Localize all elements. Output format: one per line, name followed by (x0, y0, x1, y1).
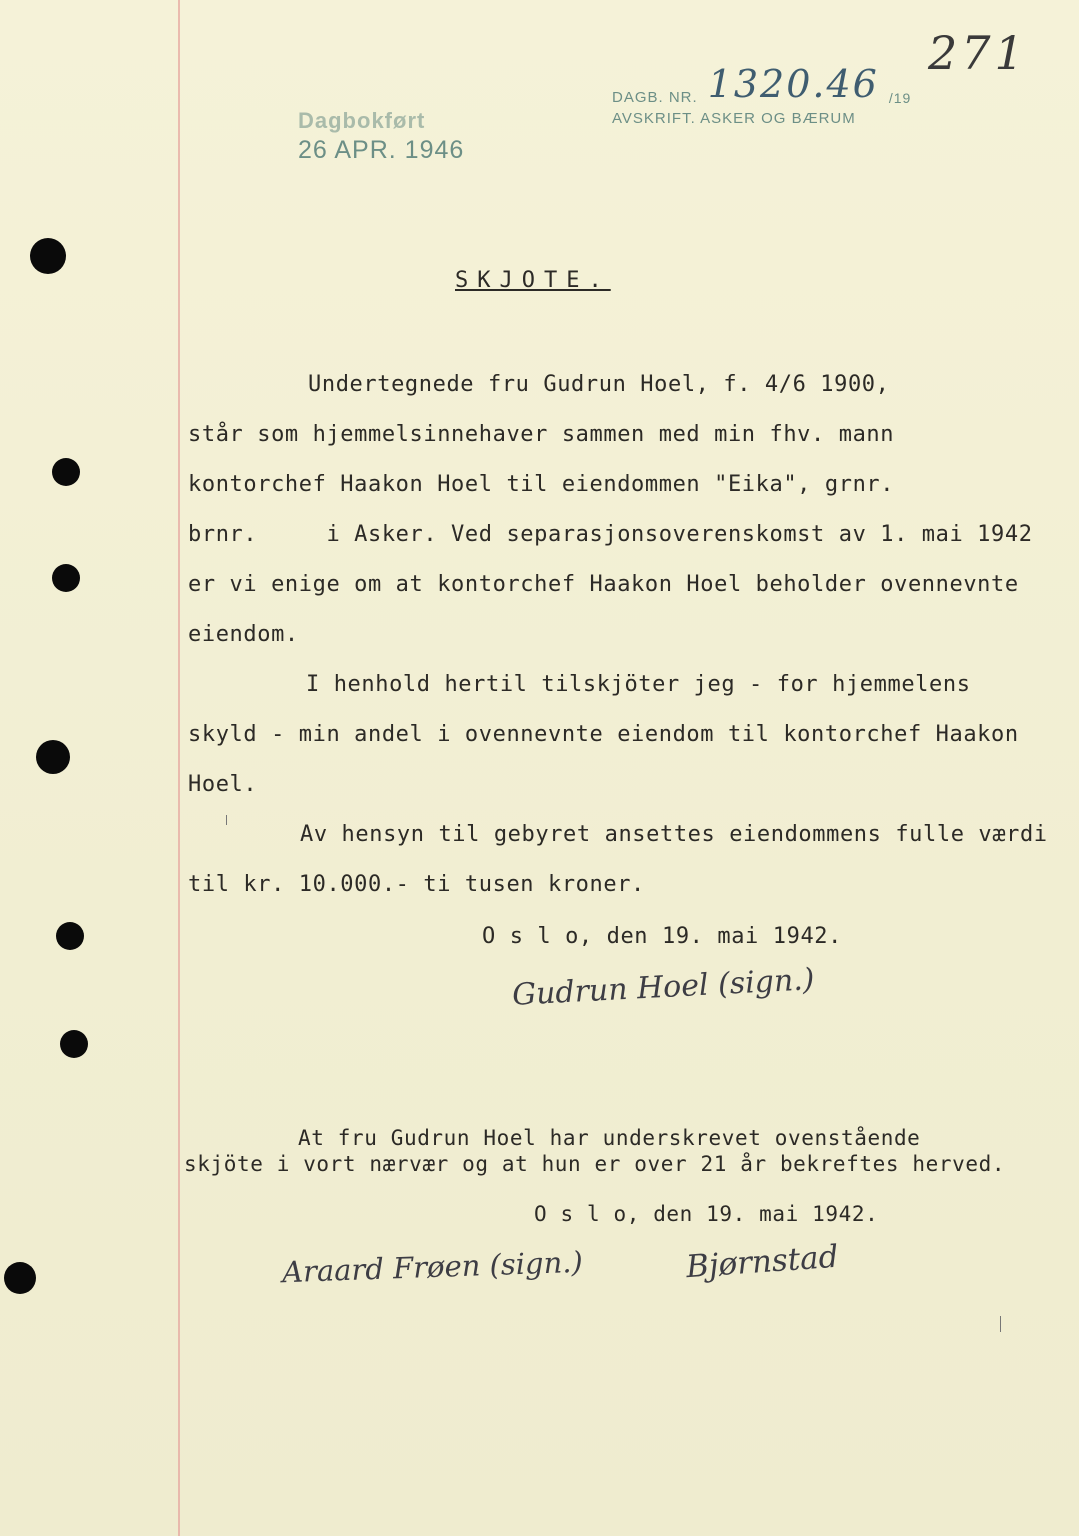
body-line: eiendom. (188, 622, 299, 647)
place-date-line: O s l o, den 19. mai 1942. (534, 1202, 879, 1226)
body-line: Hoel. (188, 772, 258, 797)
punch-hole (4, 1262, 36, 1294)
handwritten-number: 1320.46 (707, 62, 879, 106)
punch-hole (36, 740, 70, 774)
stamp-suffix: /19 (888, 90, 912, 106)
body-line: brnr. i Asker. Ved separasjonsoverenskomst av 1. mai 1942 (188, 522, 1033, 547)
punch-hole (52, 564, 80, 592)
signature-gudrun-hoel: Gudrun Hoel (sign.) (511, 962, 816, 1013)
signature-witness-2: Bjørnstad (684, 1238, 840, 1286)
punch-hole (30, 238, 66, 274)
body-line: Av hensyn til gebyret ansettes eiendommens fulle værdi (300, 822, 1048, 847)
body-line: til kr. 10.000.- ti tusen kroner. (188, 872, 645, 897)
received-stamp (298, 108, 464, 165)
page-number: 271 (928, 26, 1028, 80)
stamp-date: 26 APR. 1946 (298, 136, 465, 164)
signature-witness-1: Araard Frøen (sign.) (281, 1244, 584, 1290)
body-line: er vi enige om at kontorchef Haakon Hoel beholder ovennevnte (188, 572, 1019, 597)
body-line: Undertegnede fru Gudrun Hoel, f. 4/6 1900, (308, 372, 890, 397)
place-date-line: O s l o, den 19. mai 1942. (482, 924, 842, 949)
margin-line (178, 0, 180, 1536)
body-line: I henhold hertil tilskjöter jeg - for hjemmelens (306, 672, 971, 697)
witness-line: skjöte i vort nærvær og at hun er over 21 år bekreftes herved. (184, 1152, 1006, 1176)
stamp-line: Dagbokført (298, 108, 426, 133)
stamp-label: DAGB. NR. (612, 89, 698, 106)
punch-hole (60, 1030, 88, 1058)
document-title: SKJOTE. (455, 268, 611, 293)
body-line: står som hjemmelsinnehaver sammen med min fhv. mann (188, 422, 895, 447)
registration-stamp (612, 62, 911, 127)
stamp-line: AVSKRIFT. ASKER OG BÆRUM (612, 110, 856, 127)
body-line: skyld - min andel i ovennevnte eiendom til kontorchef Haakon (188, 722, 1019, 747)
body-line: kontorchef Haakon Hoel til eiendommen "Eika", grnr. (188, 472, 895, 497)
punch-hole (56, 922, 84, 950)
punch-hole (52, 458, 80, 486)
ink-mark (226, 815, 227, 825)
witness-line: At fru Gudrun Hoel har underskrevet ovenstående (298, 1126, 921, 1150)
ink-mark (1000, 1316, 1001, 1332)
